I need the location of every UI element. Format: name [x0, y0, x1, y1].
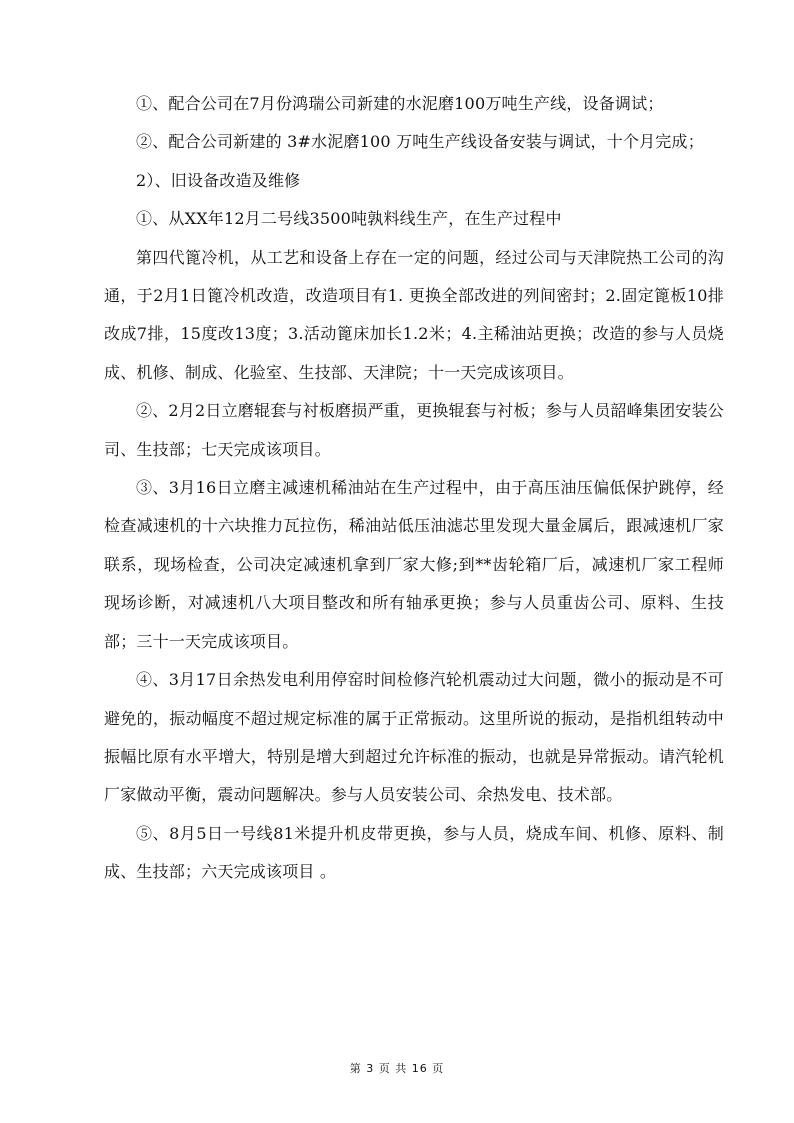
- document-body: [104, 85, 724, 892]
- page-number-footer: 第 3 页 共 16 页: [349, 1062, 445, 1075]
- paragraph-item-3: ①、从XX年12月二号线3500吨孰料线生产，在生产过程中: [136, 209, 562, 229]
- paragraph-item-5: ③、3月16日立磨主减速机稀油站在生产过程中，由于高压油压偏低保护跳停，经检查减速机的十六块推力瓦拉伤，稀油站低压油滤芯里发现大量金属后，跟减速机厂家联系，现场检查，公司决定减速机拿到厂家大修;到**齿轮箱厂后，减速机厂家工程师现场诊断，对减速机八大项目整改和所有轴承更换；参与人员重齿公司、原料、生技部；三十一天完成该项目。: [104, 478, 724, 651]
- paragraph-item-2: ②、配合公司新建的 3#水泥磨100 万吨生产线设备安装与调试，十个月完成；: [136, 132, 704, 152]
- paragraph-item-7: ⑤、8月5日一号线81米提升机皮带更换，参与人员，烧成车间、机修、原料、制成、生技部；六天完成该项目 。: [104, 823, 724, 882]
- section-heading-old-equipment: 2）、旧设备改造及维修: [136, 170, 301, 190]
- paragraph-item-6: ④、3月17日余热发电利用停窑时间检修汽轮机震动过大问题，微小的振动是不可避免的，振动幅度不超过规定标准的属于正常振动。这里所说的振动，是指机组转动中振幅比原有水平增大，特别是增大到超过允许标准的振动，也就是异常振动。请汽轮机厂家做动平衡，震动问题解决。参与人员安装公司、余热发电、技术部。: [104, 670, 724, 805]
- paragraph-cooler-retrofit: 第四代篦冷机，从工艺和设备上存在一定的问题，经过公司与天津院热工公司的沟通，于2月1日篦冷机改造，改造项目有1. 更换全部改进的列间密封；2.固定篦板10排改成7排，15度改13度；3.活动篦床加长1.2米；4.主稀油站更换；改造的参与人员烧成、机修、制成、化验室、生技部、天津院；十一天完成该项目。: [104, 247, 724, 382]
- paragraph-item-4: ②、2月2日立磨辊套与衬板磨损严重，更换辊套与衬板；参与人员韶峰集团安装公司、生技部；七天完成该项目。: [104, 401, 724, 459]
- paragraph-item-1: ①、配合公司在7月份鸿瑞公司新建的水泥磨100万吨生产线，设备调试；: [136, 94, 664, 113]
